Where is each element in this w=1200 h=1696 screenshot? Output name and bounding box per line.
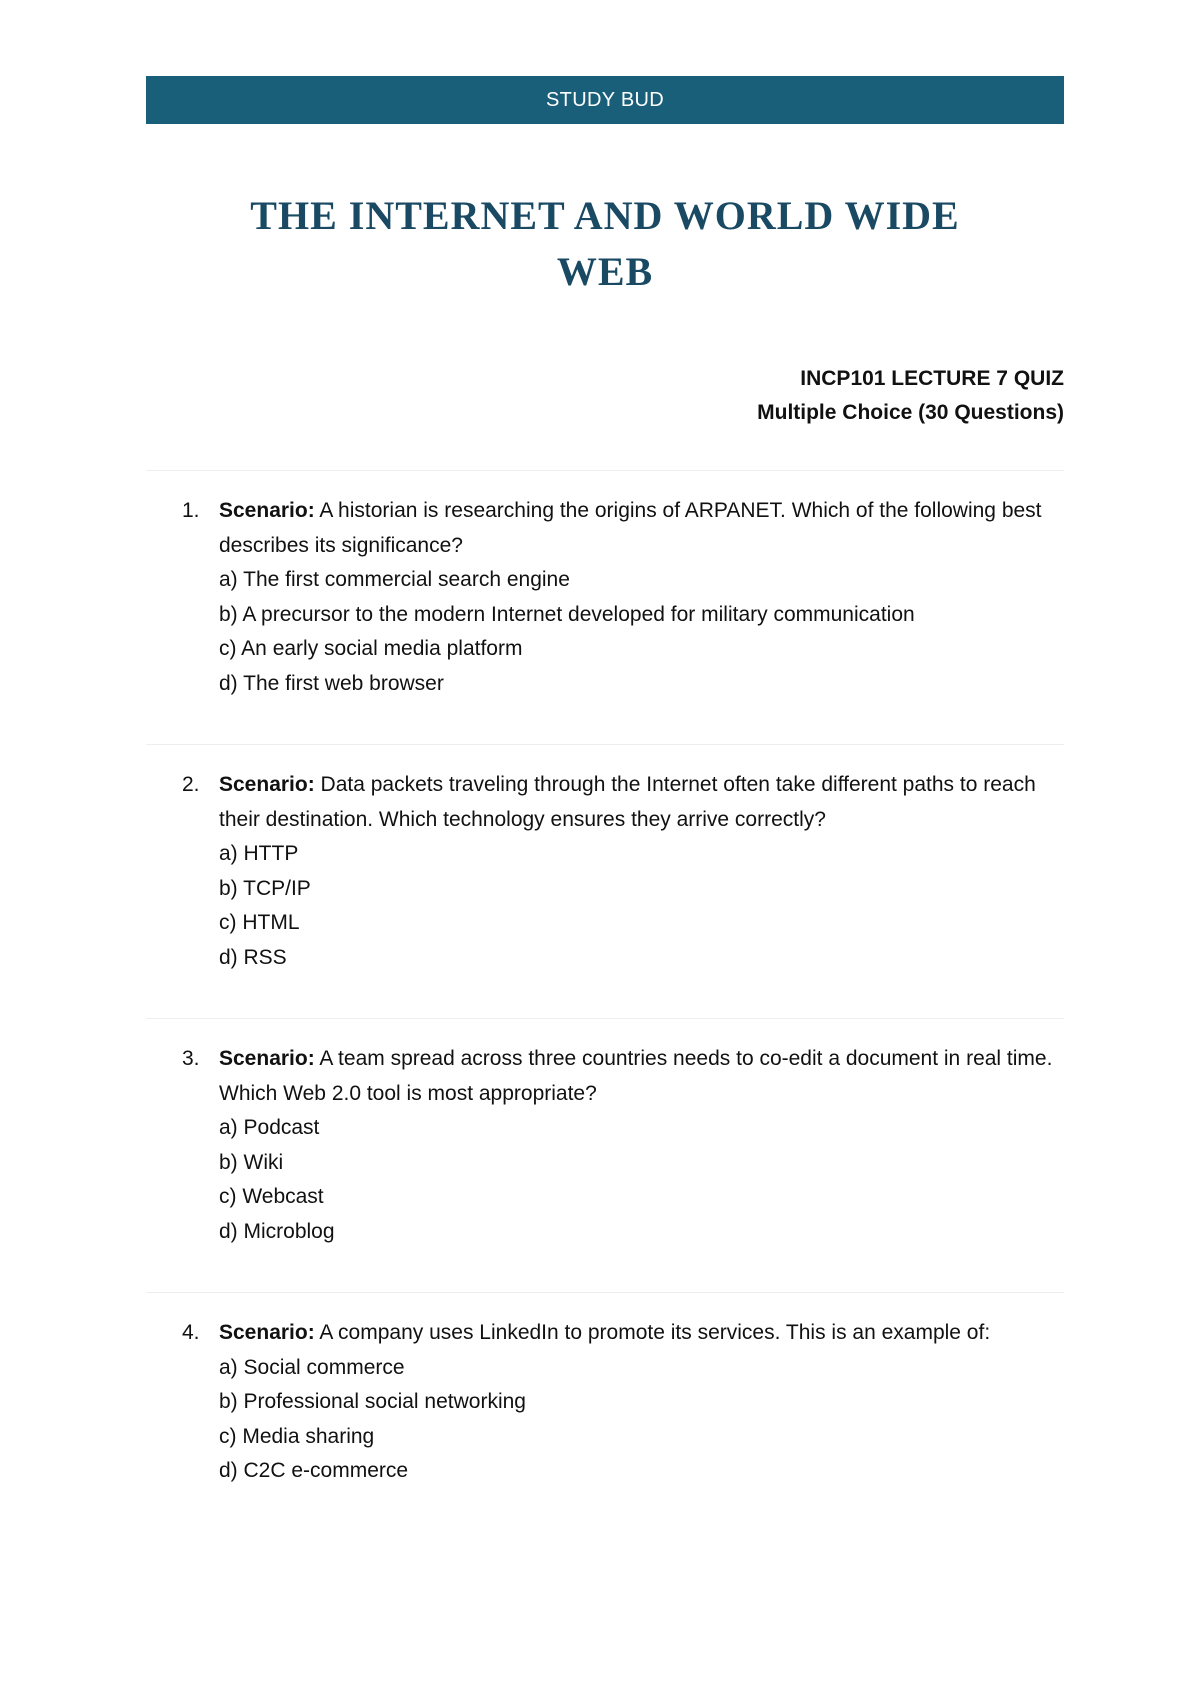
question-text: A company uses LinkedIn to promote its services. This is an example of: (314, 1321, 991, 1344)
option-b: b) TCP/IP (219, 876, 311, 900)
option-c: c) HTML (219, 911, 300, 934)
question-label: Scenario: (219, 1321, 315, 1344)
question-number: 1. (182, 499, 200, 522)
option-b: b) A precursor to the modern Internet developed for military communication (219, 602, 915, 626)
question-1 (182, 494, 1062, 701)
option-d: d) RSS (219, 945, 287, 969)
option-b: b) Professional social networking (219, 1390, 526, 1413)
question-number: 3. (182, 1047, 200, 1070)
divider (146, 1292, 1064, 1293)
question-body (219, 768, 1062, 975)
question-label: Scenario: (219, 773, 315, 796)
option-b: b) Wiki (219, 1150, 284, 1174)
question-body (219, 494, 1062, 701)
format-line: Multiple Choice (30 Questions) (757, 401, 1064, 424)
banner-text: STUDY BUD (546, 88, 664, 111)
question-label: Scenario: (219, 1047, 315, 1070)
course-line: INCP101 LECTURE 7 QUIZ (800, 367, 1064, 390)
option-d: d) The first web browser (219, 671, 444, 695)
question-2 (182, 768, 1062, 975)
study-bud-banner (146, 76, 1064, 124)
question-4 (182, 1316, 1062, 1489)
option-a: a) HTTP (219, 842, 299, 865)
divider (146, 744, 1064, 745)
question-label: Scenario: (219, 499, 315, 522)
question-text: A team spread across three countries needs to co-edit a document in real time. Which Web 2.0 tool is most appropriate? (219, 1047, 1053, 1105)
option-a: a) Podcast (219, 1116, 320, 1139)
option-a: a) Social commerce (219, 1355, 405, 1379)
divider (146, 1018, 1064, 1019)
option-d: d) Microblog (219, 1219, 335, 1243)
quiz-meta (757, 362, 1064, 430)
option-a: a) The first commercial search engine (219, 568, 570, 591)
question-text: A historian is researching the origins of ARPANET. Which of the following best describes its significance? (219, 499, 1042, 557)
option-c: c) Webcast (219, 1185, 324, 1208)
title-line-1: THE INTERNET AND WORLD WIDE (250, 193, 960, 238)
divider (146, 470, 1064, 471)
title-line-2: WEB (556, 249, 654, 294)
option-c: c) Media sharing (219, 1424, 375, 1448)
question-body (219, 1042, 1062, 1249)
question-3 (182, 1042, 1062, 1249)
question-body (219, 1316, 1062, 1489)
option-c: c) An early social media platform (219, 637, 523, 660)
question-number: 4. (182, 1321, 200, 1344)
question-text: Data packets traveling through the Internet often take different paths to reach their destination. Which technology ensures they arrive correctly? (219, 773, 1036, 831)
question-number: 2. (182, 773, 200, 796)
page-title (146, 188, 1064, 300)
option-d: d) C2C e-commerce (219, 1459, 409, 1482)
